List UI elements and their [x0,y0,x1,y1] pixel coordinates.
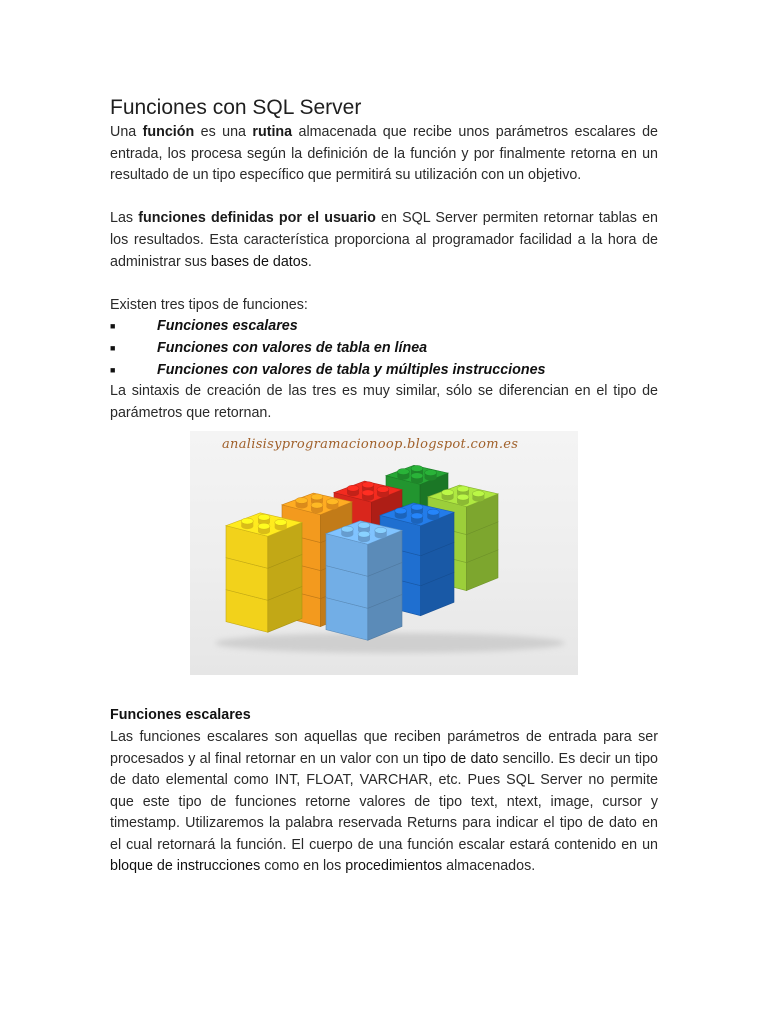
text-run: es una [194,124,253,140]
list-item-text: Funciones con valores de tabla y múltiples instrucciones [157,361,546,378]
function-types-list [110,316,658,381]
watermark-text: analisisyprogramacionoop.blogspot.com.es [222,437,519,453]
text-run: sencillo. Es decir un tipo de dato elemental como INT, FLOAT, VARCHAR, etc. Pues SQL Server no permite que este tipo de funciones retorne valores de tipo text, ntext, image, cursor y timestamp. Utilizaremos la palabra reservada Returns para indicar el tipo de dato en el cual retornará la función. El cuerpo de una función escalar estará contenido en un [110,750,659,853]
list-item [110,316,658,338]
intro-paragraph [110,122,658,187]
list-item-text: Funciones con valores de tabla en línea [157,339,428,356]
text-run: como en los [260,858,346,875]
text-run: almacenada que recibe unos parámetros escalares de entrada, los procesa según la definición de la función y por finalmente retorna en un resultado de un tipo específico que permitirá su utilización con un objetivo. [110,124,658,184]
text-run: almacenados. [442,858,536,875]
bold-term-udf: funciones definidas por el usuario [138,210,376,227]
lego-stack-lightblue [326,521,402,640]
link-bloque-de-instrucciones[interactable]: bloque de instrucciones [110,858,261,875]
section-heading-escalares: Funciones escalares [110,707,251,724]
syntax-paragraph: La sintaxis de creación de las tres es muy similar, sólo se diferencian en el tipo de parámetros que retornan. [110,383,658,421]
list-item [110,338,658,360]
bullet-icon: ■ [110,342,116,353]
link-procedimientos[interactable]: procedimientos [345,858,443,875]
text-run: Las funciones escalares son aquellas que reciben parámetros de entrada para ser procesados y al final retornar en un valor con un [110,728,658,767]
document-page [110,94,658,878]
text-run: en SQL Server permiten retornar tablas en los resultados. Esta característica proporciona al programador facilidad a la hora de administrar sus [110,210,659,270]
lego-blocks-image [190,431,578,675]
text-run: Una [110,124,143,140]
udf-paragraph [110,208,658,273]
lego-illustration [190,431,578,675]
list-item [110,360,658,382]
escalares-paragraph [110,727,658,878]
text-run: Las [110,210,139,227]
page-title: Funciones con SQL Server [110,96,362,119]
bold-term-funcion: función [142,124,195,140]
link-bases-de-datos[interactable]: bases de datos [210,253,308,270]
bold-term-rutina: rutina [252,124,293,140]
types-intro: Existen tres tipos de funciones: [110,296,308,313]
lego-stack-yellow [226,513,302,632]
text-run: . [307,253,312,270]
bullet-icon: ■ [110,364,116,375]
bullet-icon: ■ [110,321,116,332]
list-item-text: Funciones escalares [157,318,298,335]
link-tipo-de-dato[interactable]: tipo de dato [423,750,499,767]
